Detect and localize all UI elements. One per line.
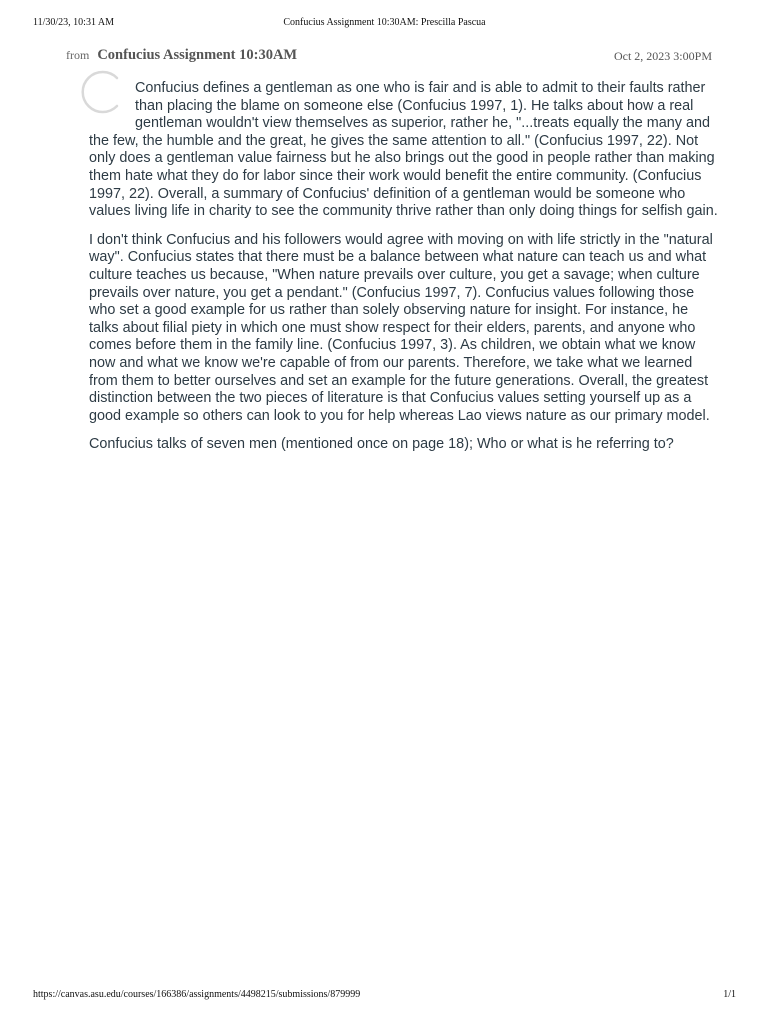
entry-body: [89, 80, 721, 465]
from-label: from: [66, 48, 90, 62]
entry-paragraph-3: Confucius talks of seven men (mentioned once on page 18); Who or what is he referring to?: [89, 436, 674, 453]
entry-meta: [66, 46, 712, 66]
print-header: [33, 17, 736, 31]
page-number: 1/1: [723, 989, 736, 1000]
print-datetime: 11/30/23, 10:31 AM: [33, 17, 115, 28]
entry-paragraph-2: I don't think Confucius and his followers would agree with moving on with life strictly in the "natural way". Confucius states that there must be a balance between what nature can teach us and what culture teaches us because, "When nature prevails over culture, you get a savage; when culture prevails over nature, you get a pendant." (Confucius 1997, 7). Confucius values following those who set a good example for us rather than solely observing nature for insight. For instance, he talks about filial piety in which one must show respect for their elders, parents, and anyone who comes before them in the family line. (Confucius 1997, 3). As children, we obtain what we know now and what we know we're capable of from our parents. Therefore, we take what we learned from them to better ourselves and set an example for the future generations. Overall, the greatest distinction between the two pieces of literature is that Confucius values setting yourself up as a good example so others can look to you for help whereas Lao views nature as our primary model.: [89, 231, 713, 424]
entry-date: Oct 2, 2023 3:00PM: [613, 49, 712, 63]
entry-paragraph-1: Confucius defines a gentleman as one who is fair and is able to admit to their faults rather than placing the blame on someone else (Confucius 1997, 1). He talks about how a real gentleman wouldn't view themselves as superior, rather he, "...treats equally the many and the few, the humble and the great, he gives the same attention to all." (Confucius 1997, 22). Not only does a gentleman value fairness but he also brings out the good in people rather than making them hate what they do for labor since their work would benefit the entire community. (Confucius 1997, 22). Overall, a summary of Confucius' definition of a gentleman would be someone who values living life in charity to see the community thrive rather than only doing things for selfish gain.: [89, 80, 718, 220]
print-title: Confucius Assignment 10:30AM: Prescilla Pascua: [283, 17, 486, 28]
avatar-spacer: [89, 80, 135, 132]
print-url: https://canvas.asu.edu/courses/166386/assignments/4498215/submissions/879999: [33, 989, 361, 1000]
assignment-title-link[interactable]: Confucius Assignment 10:30AM: [97, 47, 298, 63]
print-footer: [33, 989, 736, 1003]
